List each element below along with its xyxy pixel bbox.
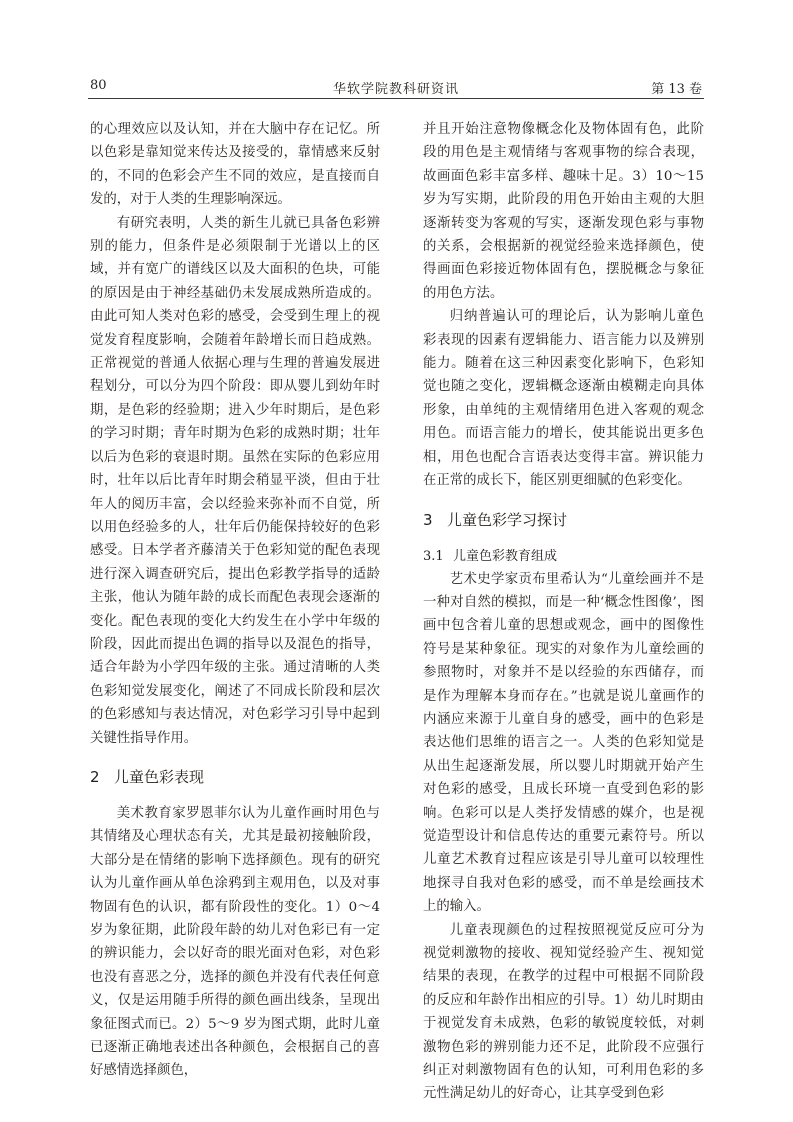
subsection-heading [423,545,704,568]
subsection-title: 儿童色彩教育组成 [453,548,558,564]
section-heading [423,509,704,531]
section-number: 2 [90,767,100,786]
section-heading [90,766,380,788]
subsection-number: 3.1 [423,548,444,564]
paragraph: 儿童表现颜色的过程按照视觉反应可分为视觉刺激物的接收、视知觉经验产生、视知觉结果的表现，在教学的过程中可根据不同阶段的反应和年龄作出相应的引导。1）幼儿时期由于视觉发育未成熟，色彩的敏锐度较低，对刺激物色彩的辨别能力还不足，此阶段不应强行纠正对刺激物固有色的认知，可利用色彩的多元性满足幼儿的好奇心，让其享受到色彩 [423,922,704,1102]
paragraph: 美术教育家罗恩菲尔认为儿童作画时用色与其情绪及心理状态有关，尤其是最初接触阶段，大部分是在情绪的影响下选择颜色。现有的研究认为儿童作画从单色涂鸦到主观用色，以及对事物固有色的认识，都有阶段性的变化。1）0～4 岁为象征期，此阶段年龄的幼儿对色彩已有一定的辨识能力，会以好奇的眼光面对色彩，对色彩也没有喜恶之分，选择的颜色并没有代表任何意义，仅是运用随手所得的颜色画出线条，呈现出象征图式而已。2）5～9 岁为图式期，此时儿童已逐渐正确地表述出各种颜色，会根据自己的喜好感情选择颜色， [90,805,380,1079]
left-column [90,118,380,1083]
paragraph: 有研究表明，人类的新生儿就已具备色彩辨别的能力，但条件是必须限制于光谱以上的区域，并有宽广的谱线区以及大面积的色块，可能的原因是由于神经基础仍未发展成熟所造成的。由此可知人类对色彩的感受，会受到生理上的视觉发育程度影响，会随着年龄增长而日趋成熟。正常视觉的普通人依据心理与生理的普遍发展进程划分，可以分为四个阶段：即从婴儿到幼年时期，是色彩的经验期；进入少年时期后，是色彩的学习时期；青年时期为色彩的成熟时期；壮年以后为色彩的衰退时期。虽然在实际的色彩应用时，壮年以后比青年时期会稍显平淡，但由于壮年人的阅历丰富，会以经验来弥补而不自觉，所以用色经验多的人，壮年后仍能保持较好的色彩感受。日本学者齐藤清关于色彩知觉的配色表现进行深入调查研究后，提出色彩教学指导的适龄主张，他认为随年龄的成长而配色表现会逐渐的变化。配色表现的变化大约发生在小学中年级的阶段，因此而提出色调的指导以及混色的指导，适合年龄为小学四年级的主张。通过清晰的人类色彩知觉发展变化，阐述了不同成长阶段和层次的色彩感知与表达情况，对色彩学习引导中起到关键性指导作用。 [90,215,380,746]
paragraph: 归纳普遍认可的理论后，认为影响儿童色彩表现的因素有逻辑能力、语言能力以及辨别能力。随着在这三种因素变化影响下，色彩知觉也随之变化，逻辑概念逐渐由模糊走向具体形象，由单纯的主观情绪用色进入客观的观念用色。而语言能力的增长，使其能说出更多色相，用色也配合言语表达变得丰富。辨识能力在正常的成长下，能区别更细腻的色彩变化。 [423,309,704,489]
running-header [88,72,704,99]
journal-title: 华软学院教科研资讯 [332,82,459,97]
right-column [423,118,704,1106]
section-title: 儿童色彩表现 [114,767,205,786]
section-number: 3 [423,510,433,529]
volume-label: 第 13 卷 [651,82,702,97]
page-number: 80 [90,78,107,93]
paragraph: 并且开始注意物像概念化及物体固有色，此阶段的用色是主观情绪与客观事物的综合表现，故画面色彩丰富多样、趣味十足。3）10～15 岁为写实期，此阶段的用色开始由主观的大胆逐渐转变为客观的写实，逐渐发现色彩与事物的关系，会根据新的视觉经验来选择颜色，使得画面色彩接近物体固有色，摆脱概念与象征的用色方法。 [423,122,704,301]
paragraph: 的心理效应以及认知，并在大脑中存在记忆。所以色彩是靠知觉来传达及接受的，靠情感来反射的，不同的色彩会产生不同的效应，是直接而自发的，对于人类的生理影响深远。 [90,122,380,208]
paragraph: 艺术史学家贡布里希认为“儿童绘画并不是一种对自然的模拟，而是一种‘概念性图像’，图画中包含着儿童的思想或观念，画中的图像性符号是某种象征。现实的对象作为儿童绘画的参照物时，对象并不是以经验的东西储存，而是作为理解本身而存在。”也就是说儿童画作的内涵应来源于儿童自身的感受，画中的色彩是表达他们思维的语言之一。人类的色彩知觉是从出生起逐渐发展，所以婴儿时期就开始产生对色彩的感受，且成长环境一直受到色彩的影响。色彩可以是人类抒发情感的媒介，也是视觉造型设计和信息传达的重要元素符号。所以儿童艺术教育过程应该是引导儿童可以较理性地探寻自我对色彩的感受，而不单是绘画技术上的输入。 [423,571,704,915]
section-title: 儿童色彩学习探讨 [447,510,568,529]
